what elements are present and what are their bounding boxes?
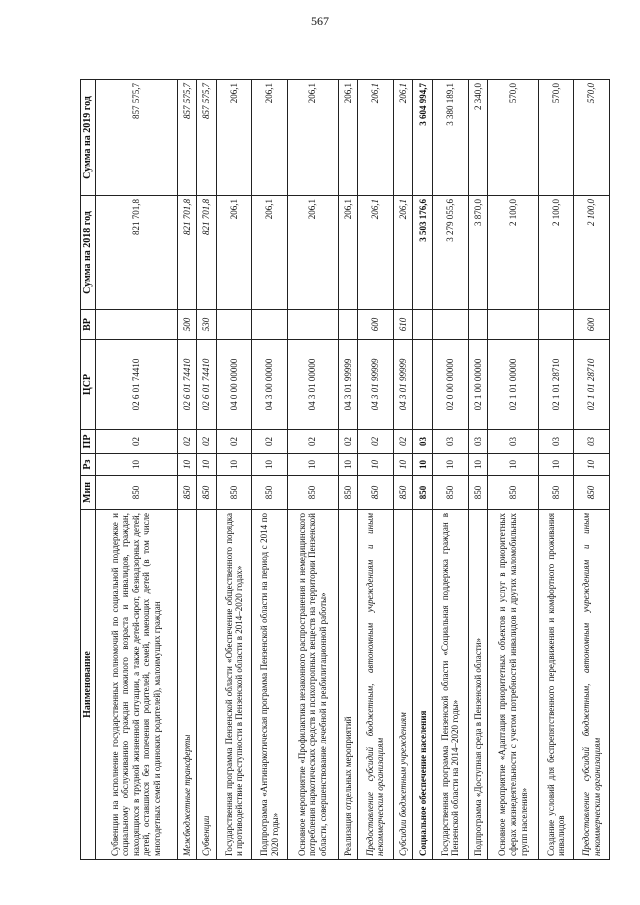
cell-csr: 04 3 01 99999: [358, 340, 393, 430]
cell-vr: [488, 310, 539, 340]
table-row: [177, 80, 197, 860]
table-row: [574, 80, 610, 860]
header-row: [81, 80, 96, 860]
table-row: [338, 80, 358, 860]
table-row: [197, 80, 217, 860]
cell-csr: 02 1 00 00000: [468, 340, 488, 430]
cell-vr: [252, 310, 287, 340]
cell-csr: 04 3 00 00000: [252, 340, 287, 430]
cell-vr: [95, 310, 177, 340]
cell-sum-2019: 570,0: [574, 80, 610, 196]
table-row: [468, 80, 488, 860]
cell-name: Предоставление субсидий бюджетным, автономным учреждениям и иным некоммерческим организациям: [574, 510, 610, 860]
header-vr: ВР: [81, 310, 96, 340]
cell-name: Субвенции: [197, 510, 217, 860]
table-row: [217, 80, 252, 860]
cell-name: Реализация отдельных мероприятий: [338, 510, 358, 860]
cell-csr: 04 0 00 00000: [217, 340, 252, 430]
cell-csr: 02 6 01 74410: [177, 340, 197, 430]
cell-sum-2019: 206,1: [217, 80, 252, 196]
cell-vr: 500: [177, 310, 197, 340]
cell-sum-2019: 857 575,7: [197, 80, 217, 196]
cell-min: 850: [539, 476, 574, 510]
cell-rz: 10: [95, 454, 177, 476]
cell-pr: 03: [413, 430, 433, 454]
cell-pr: 02: [358, 430, 393, 454]
cell-sum-2019: 570,0: [488, 80, 539, 196]
cell-vr: [468, 310, 488, 340]
cell-min: 850: [217, 476, 252, 510]
cell-sum-2019: 2 340,0: [468, 80, 488, 196]
cell-min: 850: [252, 476, 287, 510]
cell-csr: 02 6 01 74410: [197, 340, 217, 430]
page-number: 567: [311, 14, 329, 28]
cell-csr: 04 3 01 99999: [338, 340, 358, 430]
table-body: [95, 80, 609, 860]
cell-sum-2019: 206,1: [338, 80, 358, 196]
cell-csr: 02 1 01 28710: [574, 340, 610, 430]
cell-rz: 10: [539, 454, 574, 476]
cell-pr: 02: [338, 430, 358, 454]
cell-rz: 10: [217, 454, 252, 476]
cell-min: 850: [393, 476, 413, 510]
cell-vr: [338, 310, 358, 340]
cell-csr: 04 3 01 99999: [393, 340, 413, 430]
cell-pr: 02: [197, 430, 217, 454]
cell-min: 850: [433, 476, 468, 510]
table-row: [252, 80, 287, 860]
table-row: [393, 80, 413, 860]
cell-pr: 02: [95, 430, 177, 454]
cell-pr: 03: [433, 430, 468, 454]
cell-vr: [287, 310, 338, 340]
cell-pr: 02: [393, 430, 413, 454]
cell-rz: 10: [488, 454, 539, 476]
cell-sum-2019: 206,1: [287, 80, 338, 196]
cell-sum-2018: 206,1: [217, 196, 252, 310]
cell-name: Подпрограмма «Антинаркотическая программа Пензенской области на период с 2014 по 2020 годы»: [252, 510, 287, 860]
cell-name: Государственная программа Пензенской области «Социальная поддержка граждан в Пензенской области на 2014–2020 годы»: [433, 510, 468, 860]
cell-sum-2019: 857 575,7: [95, 80, 177, 196]
cell-pr: 03: [539, 430, 574, 454]
cell-min: 850: [574, 476, 610, 510]
cell-min: 850: [468, 476, 488, 510]
cell-name: Создание условий для беспрепятственного передвижения и комфортного проживания инвалидов: [539, 510, 574, 860]
cell-name: Основное мероприятие «Профилактика незаконного распространения и немедицинского потребления наркотических средств и психотропных веществ на территории Пензенской области, совершенствование лечебной и реабилитационной работы»: [287, 510, 338, 860]
table-row: [95, 80, 177, 860]
cell-sum-2019: 3 380 189,1: [433, 80, 468, 196]
cell-sum-2018: 3 503 176,6: [413, 196, 433, 310]
cell-vr: [413, 310, 433, 340]
header-csr: ЦСР: [81, 340, 96, 430]
rotated-table-wrapper: [80, 80, 610, 860]
cell-sum-2018: 206,1: [393, 196, 413, 310]
cell-min: 850: [177, 476, 197, 510]
cell-sum-2018: 2 100,0: [539, 196, 574, 310]
cell-pr: 02: [217, 430, 252, 454]
cell-name: Государственная программа Пензенской области «Обеспечение общественного порядка и противодействие преступности в Пензенской области в 2014–2020 годах»: [217, 510, 252, 860]
cell-rz: 10: [413, 454, 433, 476]
table-row: [539, 80, 574, 860]
cell-rz: 10: [574, 454, 610, 476]
cell-vr: 600: [358, 310, 393, 340]
cell-sum-2018: 2 100,0: [574, 196, 610, 310]
cell-sum-2018: 821 701,8: [177, 196, 197, 310]
budget-table: [80, 79, 610, 860]
cell-rz: 10: [468, 454, 488, 476]
cell-sum-2018: 206,1: [358, 196, 393, 310]
cell-csr: 02 1 01 28710: [539, 340, 574, 430]
cell-vr: [539, 310, 574, 340]
cell-sum-2019: 3 604 994,7: [413, 80, 433, 196]
cell-rz: 10: [393, 454, 413, 476]
cell-min: 850: [197, 476, 217, 510]
table-row: [413, 80, 433, 860]
cell-sum-2018: 206,1: [252, 196, 287, 310]
cell-name: Подпрограмма «Доступная среда в Пензенской области»: [468, 510, 488, 860]
cell-csr: 02 1 01 00000: [488, 340, 539, 430]
cell-name: Социальное обеспечение населения: [413, 510, 433, 860]
table-row: [433, 80, 468, 860]
cell-vr: [217, 310, 252, 340]
cell-sum-2018: 821 701,8: [197, 196, 217, 310]
cell-sum-2018: 206,1: [287, 196, 338, 310]
header-sum-2018: Сумма на 2018 год: [81, 196, 96, 310]
cell-name: Основное мероприятие «Адаптация приоритетных объектов и услуг в приоритетных сферах жизнедеятельности с учетом потребностей инвалидов и других маломобильных групп населения»: [488, 510, 539, 860]
cell-vr: 600: [574, 310, 610, 340]
table-row: [488, 80, 539, 860]
cell-csr: [413, 340, 433, 430]
cell-min: 850: [488, 476, 539, 510]
cell-sum-2019: 570,0: [539, 80, 574, 196]
header-pr: ПР: [81, 430, 96, 454]
table-row: [287, 80, 338, 860]
cell-pr: 03: [574, 430, 610, 454]
header-sum-2019: Сумма на 2019 год: [81, 80, 96, 196]
cell-rz: 10: [197, 454, 217, 476]
cell-pr: 03: [488, 430, 539, 454]
cell-sum-2018: 821 701,8: [95, 196, 177, 310]
header-min: Мин: [81, 476, 96, 510]
cell-csr: 02 0 00 00000: [433, 340, 468, 430]
cell-min: 850: [358, 476, 393, 510]
cell-pr: 02: [287, 430, 338, 454]
cell-csr: 04 3 01 00000: [287, 340, 338, 430]
cell-sum-2018: 2 100,0: [488, 196, 539, 310]
cell-sum-2019: 206,1: [252, 80, 287, 196]
cell-sum-2018: 3 279 055,6: [433, 196, 468, 310]
cell-rz: 10: [338, 454, 358, 476]
cell-sum-2019: 206,1: [358, 80, 393, 196]
cell-min: 850: [338, 476, 358, 510]
cell-name: Субсидии бюджетным учреждениям: [393, 510, 413, 860]
cell-rz: 10: [433, 454, 468, 476]
cell-rz: 10: [358, 454, 393, 476]
cell-vr: [433, 310, 468, 340]
cell-pr: 03: [468, 430, 488, 454]
cell-min: 850: [287, 476, 338, 510]
header-rz: Рз: [81, 454, 96, 476]
cell-sum-2019: 857 575,7: [177, 80, 197, 196]
cell-sum-2019: 206,1: [393, 80, 413, 196]
cell-min: 850: [95, 476, 177, 510]
cell-pr: 02: [252, 430, 287, 454]
header-name: Наименование: [81, 510, 96, 860]
cell-csr: 02 6 01 74410: [95, 340, 177, 430]
cell-rz: 10: [177, 454, 197, 476]
cell-name: Субвенции на исполнение государственных полномочий по социальной поддержке и социальному обслуживанию граждан пожилого возраста и инвалидов, граждан, находящихся в трудной жизненной ситуации, а также детей-сирот, безнадзорных детей, детей, оставшихся без попечения родителей, семей, имеющих детей (в том числе многодетных семей и одиноких родителей), малоимущих граждан: [95, 510, 177, 860]
cell-sum-2018: 206,1: [338, 196, 358, 310]
cell-min: 850: [413, 476, 433, 510]
cell-sum-2018: 3 870,0: [468, 196, 488, 310]
cell-rz: 10: [252, 454, 287, 476]
cell-vr: 530: [197, 310, 217, 340]
table-row: [358, 80, 393, 860]
cell-name: Предоставление субсидий бюджетным, автономным учреждениям и иным некоммерческим организациям: [358, 510, 393, 860]
cell-vr: 610: [393, 310, 413, 340]
cell-rz: 10: [287, 454, 338, 476]
cell-name: Межбюджетные трансферты: [177, 510, 197, 860]
cell-pr: 02: [177, 430, 197, 454]
